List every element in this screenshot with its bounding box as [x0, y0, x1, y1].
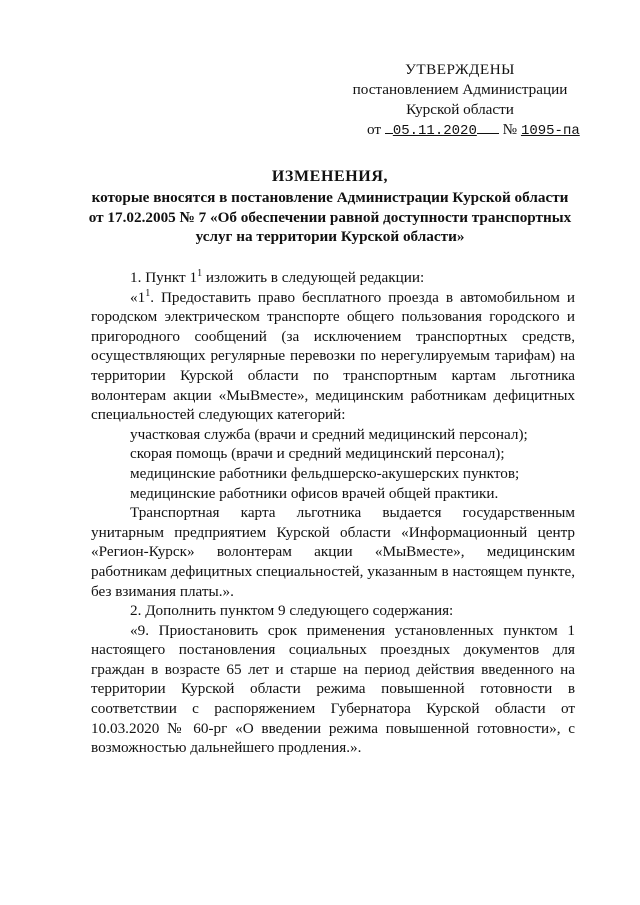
- heading-line-2: от 17.02.2005 № 7 «Об обеспечении равной доступности транспортных: [88, 208, 572, 226]
- item-2-intro: 2. Дополнить пунктом 9 следующего содержания:: [130, 602, 454, 620]
- approval-block: [345, 60, 580, 141]
- document-body: [91, 268, 575, 758]
- heading-line-3: услуг на территории Курской области»: [195, 228, 465, 245]
- document-heading: [80, 166, 580, 247]
- approval-line-2: Курской области: [406, 101, 514, 118]
- category-item: скорая помощь (врачи и средний медицинский персонал);: [130, 445, 505, 463]
- category-item: медицинские работники офисов врачей общей практики.: [130, 484, 499, 502]
- category-item: участковая служба (врачи и средний медицинский персонал);: [130, 425, 528, 443]
- approval-number: 1095-па: [520, 123, 580, 139]
- approval-date-line: [345, 120, 580, 141]
- item-1-intro: 1. Пункт $1^1$ изложить в следующей редакции:: [130, 268, 425, 286]
- approval-date: 05.11.2020: [392, 123, 477, 139]
- item-2-quote: «9. Приостановить срок применения установленных пунктом 1 настоящего постановления социальных проездных документов для граждан в возрасте 65 лет и старше на период действия введенного на территории Курской области режима повышенной готовности в соответствии с распоряжением Губернатора Курской области от 10.03.2020 № 60-рг «О введении режима повышенной готовности», с возможностью дальнейшего продления.».: [91, 621, 575, 757]
- card-paragraph: Транспортная карта льготника выдается государственным унитарным предприятием Курской области «Информационный центр «Регион-Курск» волонтерам акции «МыВместе», медицинским работникам дефицитных специальностей, указанным в настоящем пункте, без взимания платы.».: [91, 504, 575, 600]
- date-prefix: от: [367, 121, 382, 138]
- heading-title: ИЗМЕНЕНИЯ,: [271, 168, 389, 185]
- category-item: медицинские работники фельдшерско-акушерских пунктов;: [130, 464, 520, 482]
- heading-line-1: которые вносятся в постановление Администрации Курской области: [91, 189, 569, 206]
- number-prefix: №: [502, 121, 518, 138]
- item-1-quote: «$1^1$. Предоставить право бесплатного проезда в автомобильном и городском электрическом транспорте общего пользования городского и пригородного сообщений (за исключением транспортных средств, осуществляющих регулярные перевозки по нерегулируемым тарифам) на территории Курской области по транспортным картам льготника волонтерам акции «МыВместе», медицинским работникам дефицитных специальностей следующих категорий:: [91, 287, 575, 424]
- approval-title: УТВЕРЖДЕНЫ: [405, 61, 515, 78]
- approval-line-1: постановлением Администрации: [352, 81, 568, 98]
